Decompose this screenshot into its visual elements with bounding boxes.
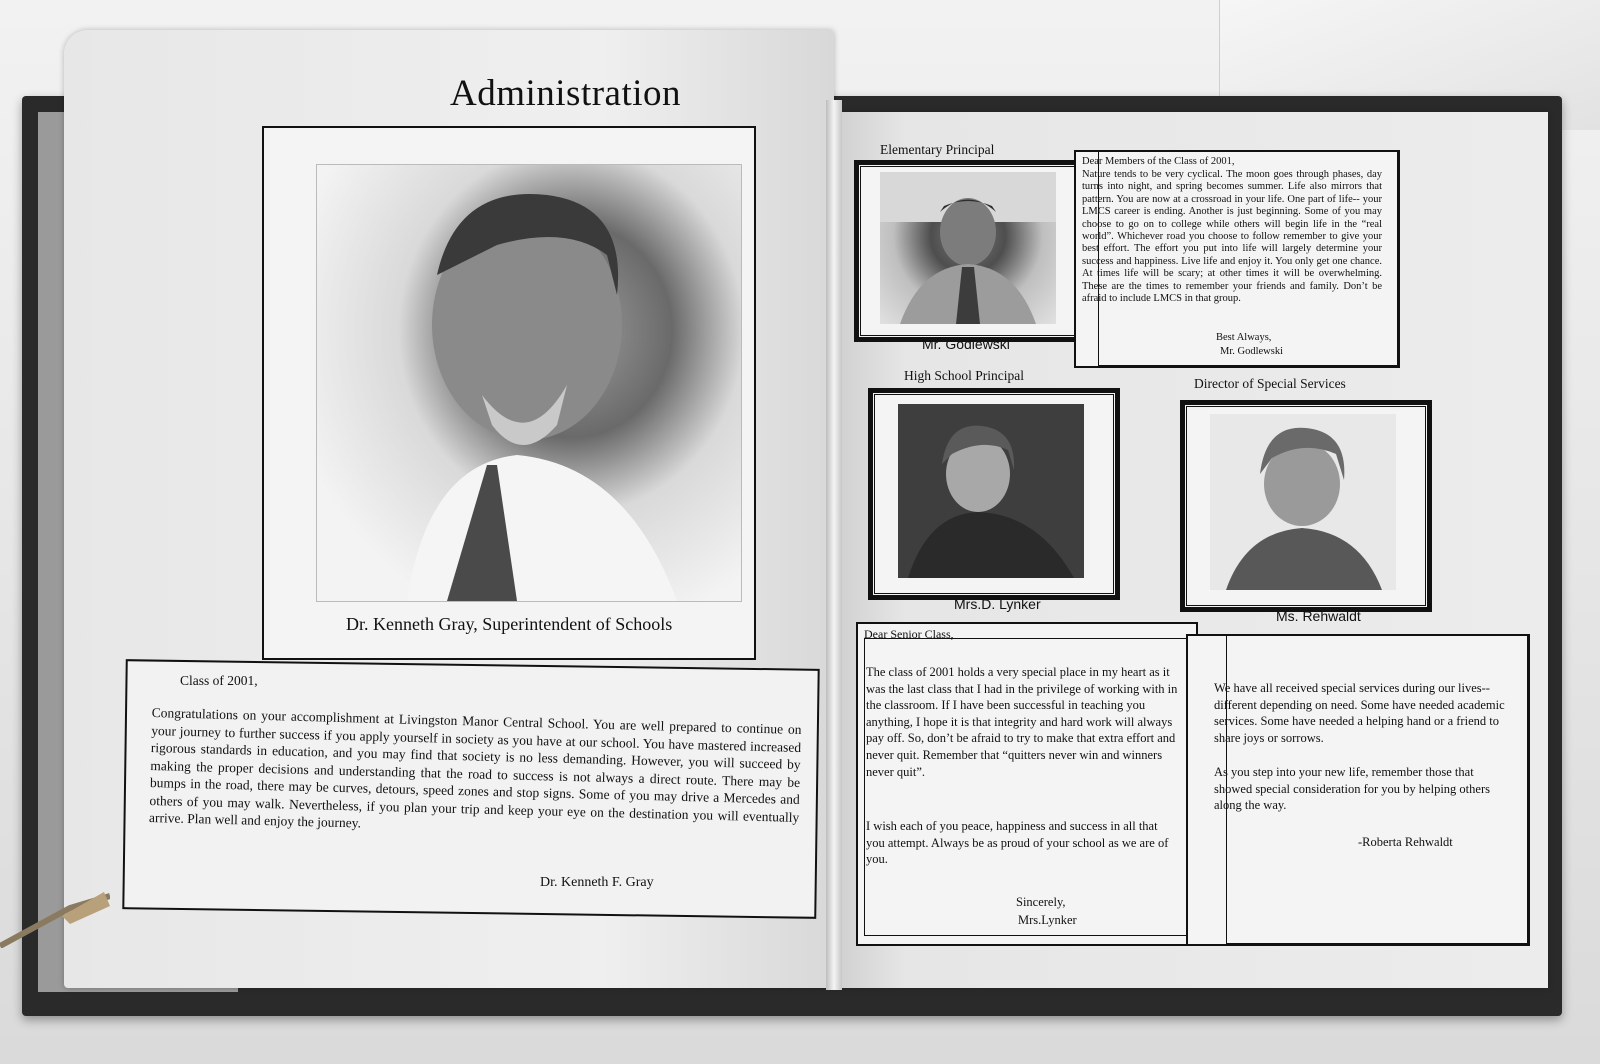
high-school-letter-closing: Sincerely, xyxy=(1016,895,1066,909)
high-school-principal-photo xyxy=(898,404,1084,578)
elementary-letter-body: Nature tends to be very cyclical. The moon goes through phases, day turns into night, and spring becomes summer. Life also mirrors that pattern. You are now at a crossroad in your life. One part of life-- your LMCS career is ending. Another is just beginning. Some of you may choose to go on to college while others will begin life in the “real world”. Whichever road you choose to follow remember to give your best effort. The effort you put into life will largely determine your success and happiness. Live life and enjoy it. You only get one chance. At times life will be scary; at other times it will be overwhelming. These are the times to remember your friends and family. Don’t be afraid to include LMCS in that group. xyxy=(1082,169,1382,305)
special-services-director-photo xyxy=(1210,414,1396,590)
elementary-letter-closing: Best Always, xyxy=(1216,332,1272,343)
superintendent-letter-body: Congratulations on your accomplishment at Livingston Manor Central School. You are well prepared to continue on your journey to further success if you apply yourself in society as you have at our school. You have mastered increased rigorous standards in education, and you may find that society is no less demanding. However, you will succeed by making the proper decisions and understanding that the road to success is not always a direct route. There may be bumps in the road, there may be curves, detours, speed zones and stop signs. Some of you may drive a Mercedes and others of you may walk. Nevertheless, if you plan your trip and keep your eye on the destination you will eventually arrive. Plan well and enjoy the journey. xyxy=(148,704,802,831)
elementary-letter-signature: Mr. Godlewski xyxy=(1220,346,1283,357)
superintendent-letter-greeting: Class of 2001, xyxy=(180,673,258,688)
high-school-letter-greeting: Dear Senior Class, xyxy=(864,627,954,641)
high-school-principal-label: High School Principal xyxy=(904,368,1024,383)
elementary-principal-label: Elementary Principal xyxy=(880,142,995,157)
book-gutter xyxy=(826,100,842,990)
special-services-letter-body-1: We have all received special services during our lives--different depending on need. Some have needed academic services. Some have needed a helping hand or a friend to share joys or sorrows. xyxy=(1214,681,1505,745)
bookmark-ribbon xyxy=(0,888,110,948)
elementary-letter-greeting: Dear Members of the Class of 2001, xyxy=(1082,156,1235,167)
special-services-letter-body-2: As you step into your new life, remember those that showed special consideration for you by helping others along the way. xyxy=(1214,765,1490,813)
high-school-principal-caption: Mrs.D. Lynker xyxy=(954,596,1041,612)
superintendent-letter-signature: Dr. Kenneth F. Gray xyxy=(540,875,654,890)
high-school-letter-signature: Mrs.Lynker xyxy=(1018,913,1077,927)
special-services-label: Director of Special Services xyxy=(1194,376,1346,391)
special-services-director-caption: Ms. Rehwaldt xyxy=(1276,608,1361,624)
superintendent-photo xyxy=(316,164,742,602)
page-title: Administration xyxy=(450,73,682,114)
high-school-letter-body-1: The class of 2001 holds a very special place in my heart as it was the last class that I had in the privilege of working with in the classroom. If I have been successful in teaching you anything, I hope it is that integrity and hard work will always pay off. So, don’t be afraid to try to make that extra effort and never quit. Remember that “quitters never win and winners never quit”. xyxy=(866,665,1178,779)
elementary-principal-photo xyxy=(880,172,1056,324)
elementary-principal-caption: Mr. Godlewski xyxy=(922,336,1010,352)
high-school-letter-body-2: I wish each of you peace, happiness and success in all that you attempt. Always be as proud of your school as we are of you. xyxy=(866,819,1169,867)
superintendent-caption: Dr. Kenneth Gray, Superintendent of Schools xyxy=(346,614,673,634)
special-services-letter-signature: -Roberta Rehwaldt xyxy=(1358,835,1453,849)
